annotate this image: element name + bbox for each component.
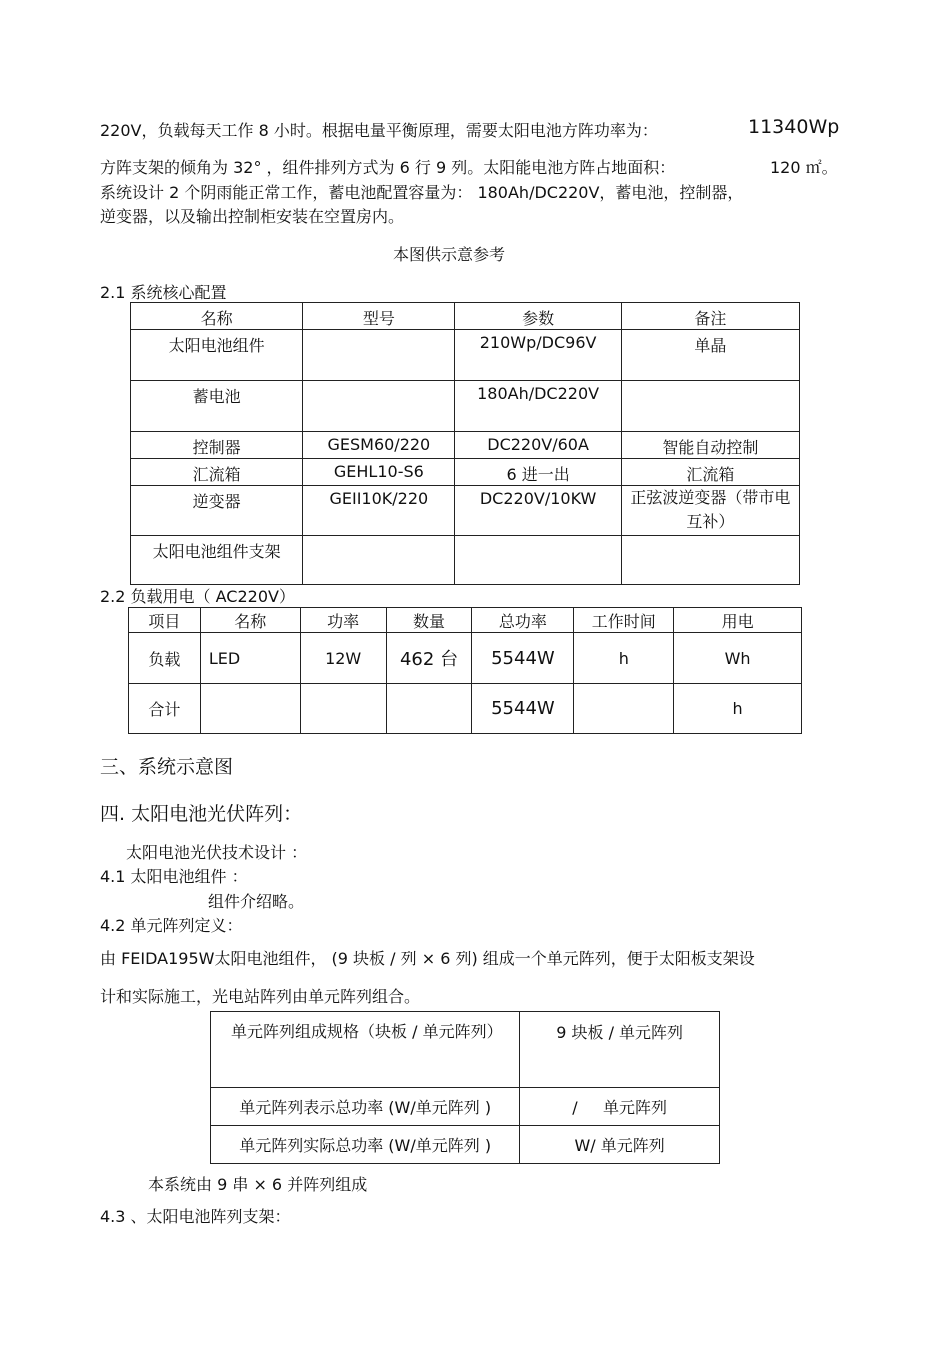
header-cell: 用电 <box>674 608 802 633</box>
intro-line-4: 逆变器，以及输出控制柜安装在空置房内。 <box>100 207 405 226</box>
table-cell: h <box>674 684 802 734</box>
table-cell: 210Wp/DC96V <box>455 330 621 381</box>
unit-array-table <box>210 1011 720 1164</box>
section-4-3-title: 4.3 、太阳电池阵列支架： <box>100 1207 291 1226</box>
table-cell: 蓄电池 <box>131 381 303 432</box>
table-cell <box>621 536 799 585</box>
table-header-row <box>131 303 800 330</box>
array-note: 本系统由 9 串 × 6 并阵列组成 <box>148 1175 368 1194</box>
table-cell: 单晶 <box>621 330 799 381</box>
figure-caption: 本图供示意参考 <box>393 245 506 264</box>
table-cell: 180Ah/DC220V <box>455 381 621 432</box>
table-cell: 太阳电池组件 <box>131 330 303 381</box>
header-cell: 参数 <box>455 303 621 330</box>
table-row <box>211 1012 720 1088</box>
table-cell: GESM60/220 <box>303 432 455 459</box>
table-cell: 9 块板 / 单元阵列 <box>520 1012 720 1088</box>
section-2-2-title: 2.2 负载用电（ AC220V） <box>100 587 295 606</box>
table-cell: 5544W <box>472 684 574 734</box>
table-cell <box>303 536 455 585</box>
table-cell: / 单元阵列 <box>520 1088 720 1126</box>
intro-line-3: 系统设计 2 个阴雨能正常工作，蓄电池配置容量为： 180Ah/DC220V，蓄电池，控制器， <box>100 183 744 202</box>
table-cell: Wh <box>674 633 802 684</box>
table-cell: DC220V/60A <box>455 432 621 459</box>
header-cell: 型号 <box>303 303 455 330</box>
table-cell: GEHL10-S6 <box>303 459 455 486</box>
table-cell: 单元阵列表示总功率 (W/单元阵列 ) <box>211 1088 520 1126</box>
table-cell <box>386 684 472 734</box>
table-cell <box>200 684 300 734</box>
table-cell: 汇流箱 <box>131 459 303 486</box>
header-cell: 名称 <box>131 303 303 330</box>
header-cell: 工作时间 <box>574 608 674 633</box>
intro-line-2-value: 120 ㎡。 <box>770 158 838 177</box>
header-cell: 数量 <box>386 608 472 633</box>
table-cell: 智能自动控制 <box>621 432 799 459</box>
table-cell <box>574 684 674 734</box>
table-row <box>131 330 800 381</box>
table-cell: GEII10K/220 <box>303 486 455 536</box>
header-cell: 项目 <box>129 608 201 633</box>
table-cell: 汇流箱 <box>621 459 799 486</box>
table-cell <box>455 536 621 585</box>
table-row <box>131 432 800 459</box>
table-cell: 12W <box>300 633 386 684</box>
intro-line-1: 220V，负载每天工作 8 小时。根据电量平衡原理，需要太阳电池方阵功率为： <box>100 121 658 140</box>
section-4-2-body-line-1: 由 FEIDA195W太阳电池组件， (9 块板 / 列 × 6 列) 组成一个单元阵列，便于太阳板支架设 <box>100 949 755 968</box>
table-row <box>129 684 802 734</box>
table-cell: 5544W <box>472 633 574 684</box>
table-cell <box>303 330 455 381</box>
table-cell: 负载 <box>129 633 201 684</box>
core-config-table <box>130 302 800 585</box>
header-cell: 备注 <box>621 303 799 330</box>
table-row <box>131 459 800 486</box>
load-table <box>128 607 802 734</box>
table-cell: DC220V/10KW <box>455 486 621 536</box>
section-4-1-body: 组件介绍略。 <box>208 892 305 911</box>
table-row <box>131 536 800 585</box>
table-header-row <box>129 608 802 633</box>
table-cell: 6 进一出 <box>455 459 621 486</box>
section-4-1-title: 4.1 太阳电池组件 ： <box>100 867 248 886</box>
section-4-title: 四. 太阳电池光伏阵列： <box>100 803 303 825</box>
section-4-2-body-line-2: 计和实际施工，光电站阵列由单元阵列组合。 <box>100 987 421 1006</box>
section-4-2-title: 4.2 单元阵列定义： <box>100 916 243 935</box>
section-4-subtitle: 太阳电池光伏技术设计 ： <box>126 843 308 862</box>
table-cell <box>303 381 455 432</box>
table-cell: 单元阵列实际总功率 (W/单元阵列 ) <box>211 1126 520 1164</box>
header-cell: 功率 <box>300 608 386 633</box>
table-row <box>131 381 800 432</box>
table-cell <box>621 381 799 432</box>
section-3-title: 三、系统示意图 <box>100 756 234 778</box>
table-cell: W/ 单元阵列 <box>520 1126 720 1164</box>
table-row <box>131 486 800 536</box>
table-cell: 462 台 <box>386 633 472 684</box>
table-cell: 逆变器 <box>131 486 303 536</box>
table-cell: h <box>574 633 674 684</box>
table-cell: 太阳电池组件支架 <box>131 536 303 585</box>
table-row <box>211 1088 720 1126</box>
header-cell: 名称 <box>200 608 300 633</box>
header-cell: 总功率 <box>472 608 574 633</box>
section-2-1-title: 2.1 系统核心配置 <box>100 283 227 302</box>
intro-line-1-value: 11340Wp <box>748 116 840 138</box>
table-cell <box>300 684 386 734</box>
intro-line-2: 方阵支架的倾角为 32° ，组件排列方式为 6 行 9 列。太阳能电池方阵占地面积： <box>100 158 676 177</box>
table-cell: 正弦波逆变器（带市电互补） <box>621 486 799 536</box>
table-cell: 控制器 <box>131 432 303 459</box>
table-cell: 合计 <box>129 684 201 734</box>
table-row <box>129 633 802 684</box>
table-row <box>211 1126 720 1164</box>
table-cell: 单元阵列组成规格（块板 / 单元阵列） <box>211 1012 520 1088</box>
table-cell: LED <box>200 633 300 684</box>
